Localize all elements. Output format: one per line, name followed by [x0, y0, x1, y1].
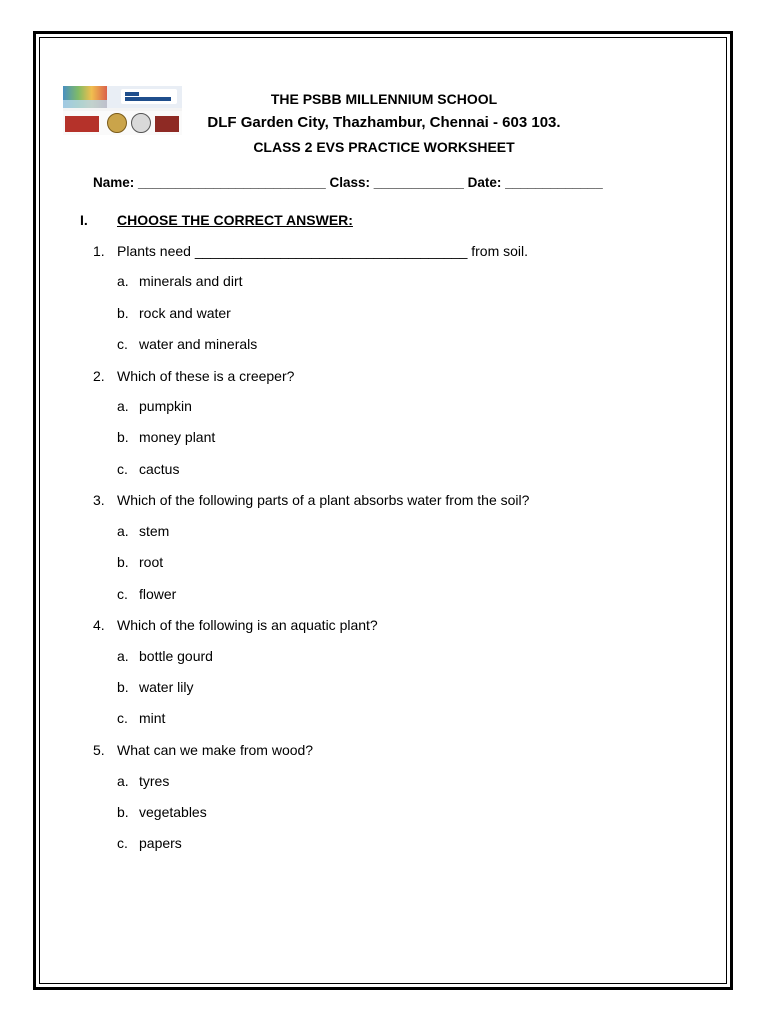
worksheet-title: CLASS 2 EVS PRACTICE WORKSHEET — [253, 139, 515, 155]
option-letter: a. — [117, 648, 129, 664]
school-address: DLF Garden City, Thazhambur, Chennai - 603 103. — [207, 114, 561, 131]
question-number: 5. — [93, 742, 105, 758]
option-letter: b. — [117, 804, 129, 820]
option-text: vegetables — [139, 804, 207, 820]
option-letter: a. — [117, 773, 129, 789]
question-number: 1. — [93, 243, 105, 259]
option-text: water and minerals — [139, 336, 258, 352]
question-text: Plants need ___________________________________ from soil. — [117, 243, 529, 259]
option-text: flower — [139, 586, 177, 602]
option-text: root — [139, 554, 164, 570]
option-letter: c. — [117, 586, 128, 602]
option-text: stem — [139, 523, 170, 539]
section-title: CHOOSE THE CORRECT ANSWER: — [117, 212, 353, 228]
section-numeral: I. — [80, 212, 88, 228]
option-letter: a. — [117, 273, 129, 289]
option-text: rock and water — [139, 305, 231, 321]
option-text: pumpkin — [139, 398, 192, 414]
option-text: tyres — [139, 773, 170, 789]
question-number: 4. — [93, 617, 105, 633]
student-fields: Name: _________________________ Class: ____________ Date: _____________ — [93, 175, 603, 190]
option-letter: a. — [117, 398, 129, 414]
option-text: money plant — [139, 429, 216, 445]
option-letter: b. — [117, 679, 129, 695]
option-text: cactus — [139, 461, 180, 477]
option-text: mint — [139, 710, 166, 726]
option-letter: c. — [117, 336, 128, 352]
question-number: 3. — [93, 492, 105, 508]
option-letter: b. — [117, 305, 129, 321]
option-text: water lily — [139, 679, 194, 695]
question-text: Which of the following parts of a plant absorbs water from the soil? — [117, 492, 530, 508]
option-letter: b. — [117, 554, 129, 570]
question-text: Which of these is a creeper? — [117, 368, 295, 384]
option-text: bottle gourd — [139, 648, 213, 664]
option-letter: c. — [117, 835, 128, 851]
question-text: Which of the following is an aquatic plant? — [117, 617, 378, 633]
option-letter: c. — [117, 461, 128, 477]
question-text: What can we make from wood? — [117, 742, 314, 758]
option-letter: a. — [117, 523, 129, 539]
option-letter: b. — [117, 429, 129, 445]
option-text: papers — [139, 835, 182, 851]
school-name: THE PSBB MILLENNIUM SCHOOL — [270, 91, 498, 107]
option-text: minerals and dirt — [139, 273, 243, 289]
option-letter: c. — [117, 710, 128, 726]
question-number: 2. — [93, 368, 105, 384]
